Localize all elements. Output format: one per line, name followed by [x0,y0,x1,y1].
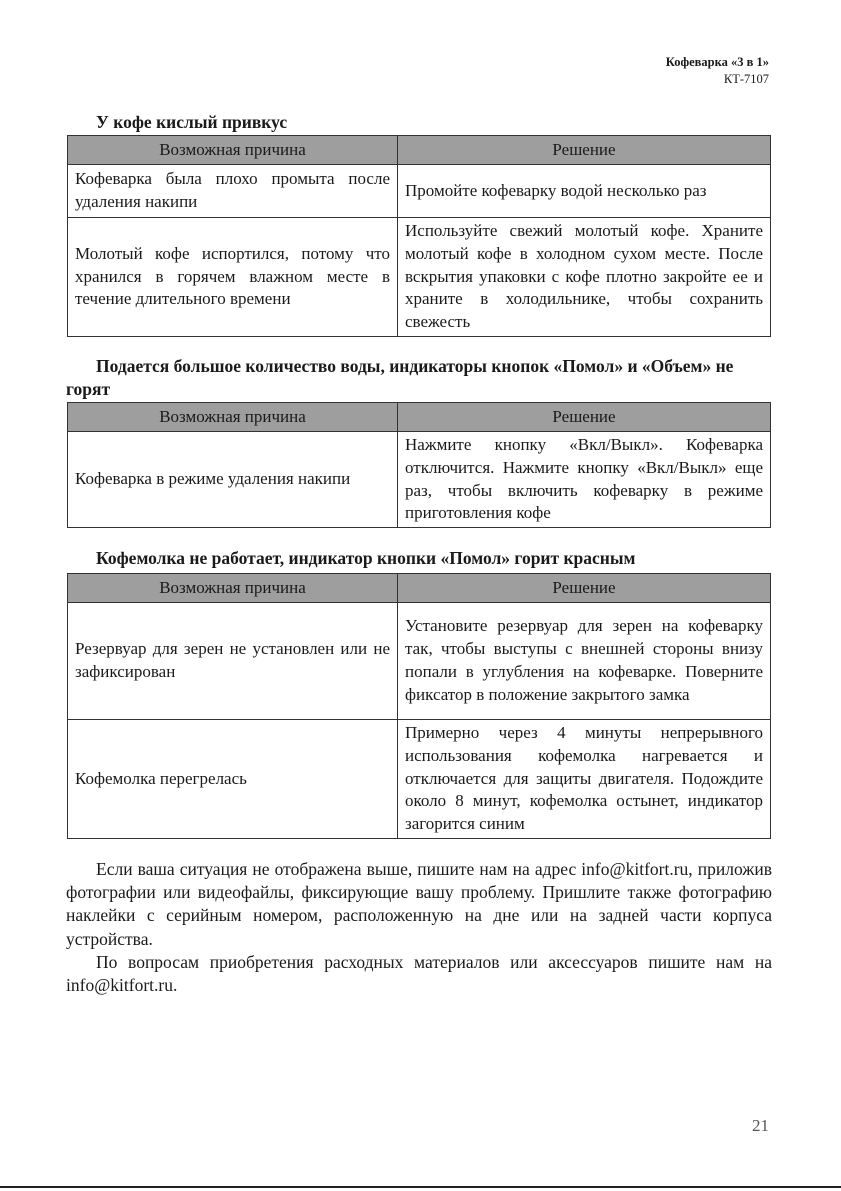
solution-cell: Используйте свежий молотый кофе. Храните молотый кофе в холодном сухом месте. После вскрытия упаковки с кофе плотно закройте ее и храните в холодильнике, чтобы сохранить свежесть [398,218,771,337]
column-header-cause: Возможная причина [68,136,398,165]
cause-cell: Кофеварка в режиме удаления накипи [68,432,398,528]
page-header [666,54,769,88]
contact-info-text [66,858,772,997]
solution-cell: Промойте кофеварку водой несколько раз [398,165,771,218]
table-row [68,165,771,218]
troubleshooting-table-grinder [67,573,771,839]
solution-cell: Установите резервуар для зерен на кофеварку так, чтобы выступы с внешней стороны внизу попали в углубления на кофеварке. Поверните фиксатор в положение закрытого замка [398,603,771,720]
section-title-excess-water: Подается большое количество воды, индикаторы кнопок «Помол» и «Объем» не горят [66,356,734,399]
section-title-grinder-not-working: Кофемолка не работает, индикатор кнопки «Помол» горит красным [96,548,636,568]
column-header-cause: Возможная причина [68,574,398,603]
column-header-solution: Решение [398,403,771,432]
page-number: 21 [752,1116,769,1135]
cause-cell: Молотый кофе испортился, потому что хранился в горячем влажном месте в течение длительного времени [68,218,398,337]
section-title-sour-taste: У кофе кислый привкус [96,112,288,132]
table-header-row [68,136,771,165]
cause-cell: Кофемолка перегрелась [68,720,398,839]
table-header-row [68,403,771,432]
troubleshooting-table-excess-water [67,402,771,528]
column-header-solution: Решение [398,574,771,603]
table-row [68,603,771,720]
solution-cell: Нажмите кнопку «Вкл/Выкл». Кофеварка отключится. Нажмите кнопку «Вкл/Выкл» еще раз, чтобы включить кофеварку в режиме приготовления кофе [398,432,771,528]
table-row [68,432,771,528]
accessories-paragraph: По вопросам приобретения расходных материалов или аксессуаров пишите нам на info@kitfort.ru. [66,951,772,996]
troubleshooting-table-sour-taste [67,135,771,337]
cause-cell: Кофеварка была плохо промыта после удаления накипи [68,165,398,218]
contact-paragraph: Если ваша ситуация не отображена выше, пишите нам на адрес info@kitfort.ru, приложив фотографии или видеофайлы, фиксирующие вашу проблему. Пришлите также фотографию наклейки с серийным номером, расположенную на дне или на задней части корпуса устройства. [66,859,772,949]
column-header-solution: Решение [398,136,771,165]
table-row [68,218,771,337]
cause-cell: Резервуар для зерен не установлен или не зафиксирован [68,603,398,720]
product-name: Кофеварка «3 в 1» [665,55,769,69]
page-bottom-border [0,1186,841,1188]
table-header-row [68,574,771,603]
table-row [68,720,771,839]
column-header-cause: Возможная причина [68,403,398,432]
model-number: КТ-7107 [723,72,769,86]
solution-cell: Примерно через 4 минуты непрерывного использования кофемолка нагревается и отключается для защиты двигателя. Подождите около 8 минут, кофемолка остынет, индикатор загорится синим [398,720,771,839]
